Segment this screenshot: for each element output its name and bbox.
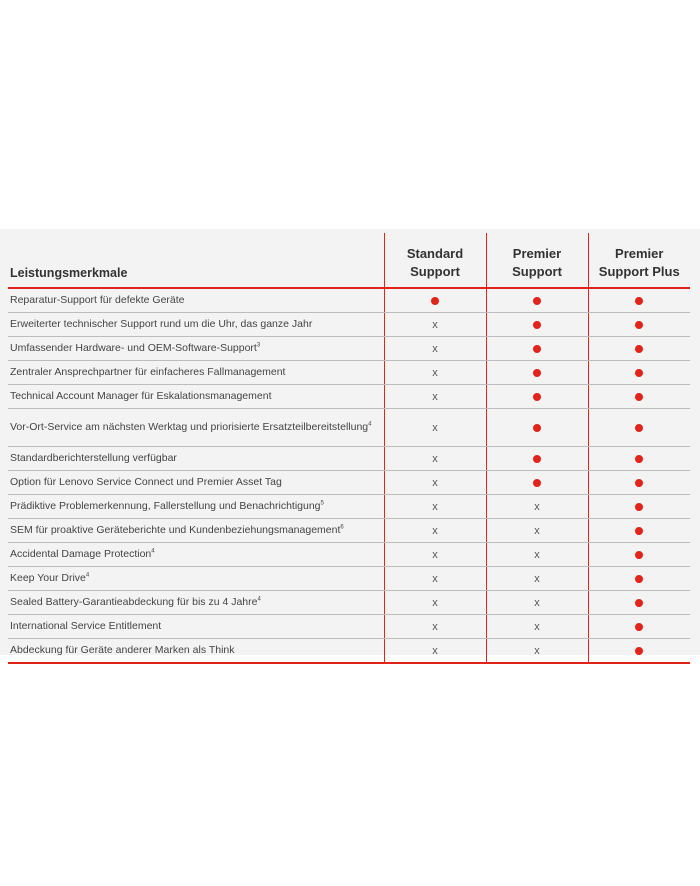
feature-cell xyxy=(8,615,384,639)
availability-cell xyxy=(486,447,588,471)
availability-cell xyxy=(588,567,690,591)
feature-cell xyxy=(8,639,384,664)
feature-cell xyxy=(8,591,384,615)
availability-cell xyxy=(486,385,588,409)
included-dot-icon xyxy=(533,369,541,377)
not-included-cross-icon: x xyxy=(432,524,438,537)
feature-cell xyxy=(8,409,384,447)
header-line: Standard xyxy=(406,246,464,261)
table-row xyxy=(8,591,690,615)
feature-cell xyxy=(8,567,384,591)
availability-cell xyxy=(486,591,588,615)
included-dot-icon xyxy=(635,575,643,583)
availability-cell xyxy=(486,288,588,313)
feature-cell xyxy=(8,543,384,567)
feature-label: Vor-Ort-Service am nächsten Werktag und priorisierte Ersatzteilbereitstellung xyxy=(10,421,369,433)
availability-cell xyxy=(384,471,486,495)
availability-cell xyxy=(384,543,486,567)
included-dot-icon xyxy=(431,297,439,305)
header-line: Premier xyxy=(512,246,562,261)
included-dot-icon xyxy=(635,647,643,655)
not-included-cross-icon: x xyxy=(534,596,540,609)
not-included-cross-icon: x xyxy=(432,342,438,355)
footnote-marker: 4 xyxy=(151,548,155,555)
availability-cell xyxy=(384,591,486,615)
table-row xyxy=(8,567,690,591)
included-dot-icon xyxy=(635,345,643,353)
availability-cell xyxy=(588,385,690,409)
availability-cell xyxy=(384,313,486,337)
footnote-marker: 5 xyxy=(320,500,324,507)
included-dot-icon xyxy=(635,297,643,305)
footnote-marker: 4 xyxy=(368,421,372,428)
included-dot-icon xyxy=(533,345,541,353)
feature-label: Prädiktive Problemerkennung, Fallerstellung und Benachrichtigung xyxy=(10,500,321,512)
support-comparison-table xyxy=(8,233,690,664)
feature-label: Technical Account Manager für Eskalationsmanagement xyxy=(10,390,272,402)
not-included-cross-icon: x xyxy=(534,620,540,633)
feature-label: Abdeckung für Geräte anderer Marken als Think xyxy=(10,644,235,656)
not-included-cross-icon: x xyxy=(432,620,438,633)
feature-column-header: Leistungsmerkmale xyxy=(8,233,384,288)
availability-cell xyxy=(384,409,486,447)
availability-cell xyxy=(588,361,690,385)
feature-label: Zentraler Ansprechpartner für einfacheres Fallmanagement xyxy=(10,366,286,378)
included-dot-icon xyxy=(533,297,541,305)
not-included-cross-icon: x xyxy=(432,452,438,465)
included-dot-icon xyxy=(533,479,541,487)
not-included-cross-icon: x xyxy=(432,548,438,561)
not-included-cross-icon: x xyxy=(432,421,438,434)
footnote-marker: 4 xyxy=(257,596,261,603)
availability-cell xyxy=(486,471,588,495)
not-included-cross-icon: x xyxy=(534,644,540,657)
not-included-cross-icon: x xyxy=(432,390,438,403)
not-included-cross-icon: x xyxy=(432,572,438,585)
table-row xyxy=(8,543,690,567)
availability-cell xyxy=(486,361,588,385)
included-dot-icon xyxy=(635,369,643,377)
included-dot-icon xyxy=(635,393,643,401)
table-row xyxy=(8,519,690,543)
availability-cell xyxy=(486,615,588,639)
included-dot-icon xyxy=(533,455,541,463)
feature-cell xyxy=(8,385,384,409)
availability-cell xyxy=(384,567,486,591)
table-row xyxy=(8,361,690,385)
included-dot-icon xyxy=(635,321,643,329)
availability-cell xyxy=(384,615,486,639)
availability-cell xyxy=(588,519,690,543)
feature-label: Erweiterter technischer Support rund um die Uhr, das ganze Jahr xyxy=(10,318,313,330)
included-dot-icon xyxy=(533,424,541,432)
header-line: Support xyxy=(410,264,460,279)
feature-label: SEM für proaktive Geräteberichte und Kundenbeziehungsmanagement xyxy=(10,524,341,536)
included-dot-icon xyxy=(635,503,643,511)
included-dot-icon xyxy=(635,551,643,559)
availability-cell xyxy=(588,591,690,615)
availability-cell xyxy=(486,409,588,447)
table-row xyxy=(8,313,690,337)
feature-cell xyxy=(8,337,384,361)
not-included-cross-icon: x xyxy=(432,500,438,513)
feature-label: Umfassender Hardware- und OEM-Software-Support xyxy=(10,342,257,354)
availability-cell xyxy=(588,615,690,639)
feature-label: Reparatur-Support für defekte Geräte xyxy=(10,294,185,306)
table-row xyxy=(8,385,690,409)
feature-cell xyxy=(8,519,384,543)
availability-cell xyxy=(486,519,588,543)
availability-cell xyxy=(486,567,588,591)
feature-cell xyxy=(8,361,384,385)
table-row xyxy=(8,409,690,447)
table-row xyxy=(8,337,690,361)
not-included-cross-icon: x xyxy=(534,500,540,513)
table-row xyxy=(8,471,690,495)
feature-cell xyxy=(8,447,384,471)
included-dot-icon xyxy=(635,424,643,432)
availability-cell xyxy=(588,288,690,313)
availability-cell xyxy=(588,543,690,567)
table-header-row xyxy=(8,233,690,288)
availability-cell xyxy=(588,409,690,447)
premier-support-plus-header xyxy=(588,233,690,288)
included-dot-icon xyxy=(635,623,643,631)
footnote-marker: 6 xyxy=(340,524,344,531)
included-dot-icon xyxy=(533,321,541,329)
not-included-cross-icon: x xyxy=(432,644,438,657)
included-dot-icon xyxy=(635,479,643,487)
table-row xyxy=(8,495,690,519)
availability-cell xyxy=(384,639,486,664)
availability-cell xyxy=(384,288,486,313)
availability-cell xyxy=(588,471,690,495)
availability-cell xyxy=(486,495,588,519)
header-line: Support xyxy=(512,264,562,279)
availability-cell xyxy=(588,639,690,664)
availability-cell xyxy=(486,639,588,664)
premier-support-header xyxy=(486,233,588,288)
table-row xyxy=(8,615,690,639)
availability-cell xyxy=(486,337,588,361)
footnote-marker: 4 xyxy=(85,572,90,579)
not-included-cross-icon: x xyxy=(432,366,438,379)
availability-cell xyxy=(588,447,690,471)
included-dot-icon xyxy=(635,527,643,535)
feature-label: International Service Entitlement xyxy=(10,620,162,632)
availability-cell xyxy=(486,313,588,337)
included-dot-icon xyxy=(635,599,643,607)
availability-cell xyxy=(486,543,588,567)
table-row xyxy=(8,447,690,471)
availability-cell xyxy=(384,337,486,361)
feature-cell xyxy=(8,471,384,495)
availability-cell xyxy=(384,519,486,543)
feature-label: Option für Lenovo Service Connect und Premier Asset Tag xyxy=(10,476,282,488)
not-included-cross-icon: x xyxy=(432,476,438,489)
included-dot-icon xyxy=(635,455,643,463)
availability-cell xyxy=(384,361,486,385)
feature-label: Standardberichterstellung verfügbar xyxy=(10,452,177,464)
not-included-cross-icon: x xyxy=(534,572,540,585)
availability-cell xyxy=(384,495,486,519)
not-included-cross-icon: x xyxy=(534,524,540,537)
footnote-marker: 3 xyxy=(256,342,261,349)
standard-support-header xyxy=(384,233,486,288)
feature-cell xyxy=(8,288,384,313)
table-body xyxy=(8,288,690,663)
table-row xyxy=(8,639,690,664)
header-line: Support Plus xyxy=(598,264,680,279)
availability-cell xyxy=(384,447,486,471)
included-dot-icon xyxy=(533,393,541,401)
not-included-cross-icon: x xyxy=(432,596,438,609)
not-included-cross-icon: x xyxy=(432,318,438,331)
feature-cell xyxy=(8,495,384,519)
availability-cell xyxy=(588,313,690,337)
availability-cell xyxy=(588,495,690,519)
availability-cell xyxy=(384,385,486,409)
table-row xyxy=(8,288,690,313)
header-line: Premier xyxy=(615,246,664,261)
feature-label: Keep Your Drive xyxy=(10,572,86,584)
feature-cell xyxy=(8,313,384,337)
feature-label: Accidental Damage Protection xyxy=(10,548,152,560)
availability-cell xyxy=(588,337,690,361)
not-included-cross-icon: x xyxy=(534,548,540,561)
feature-label: Sealed Battery-Garantieabdeckung für bis zu 4 Jahre xyxy=(10,596,258,608)
